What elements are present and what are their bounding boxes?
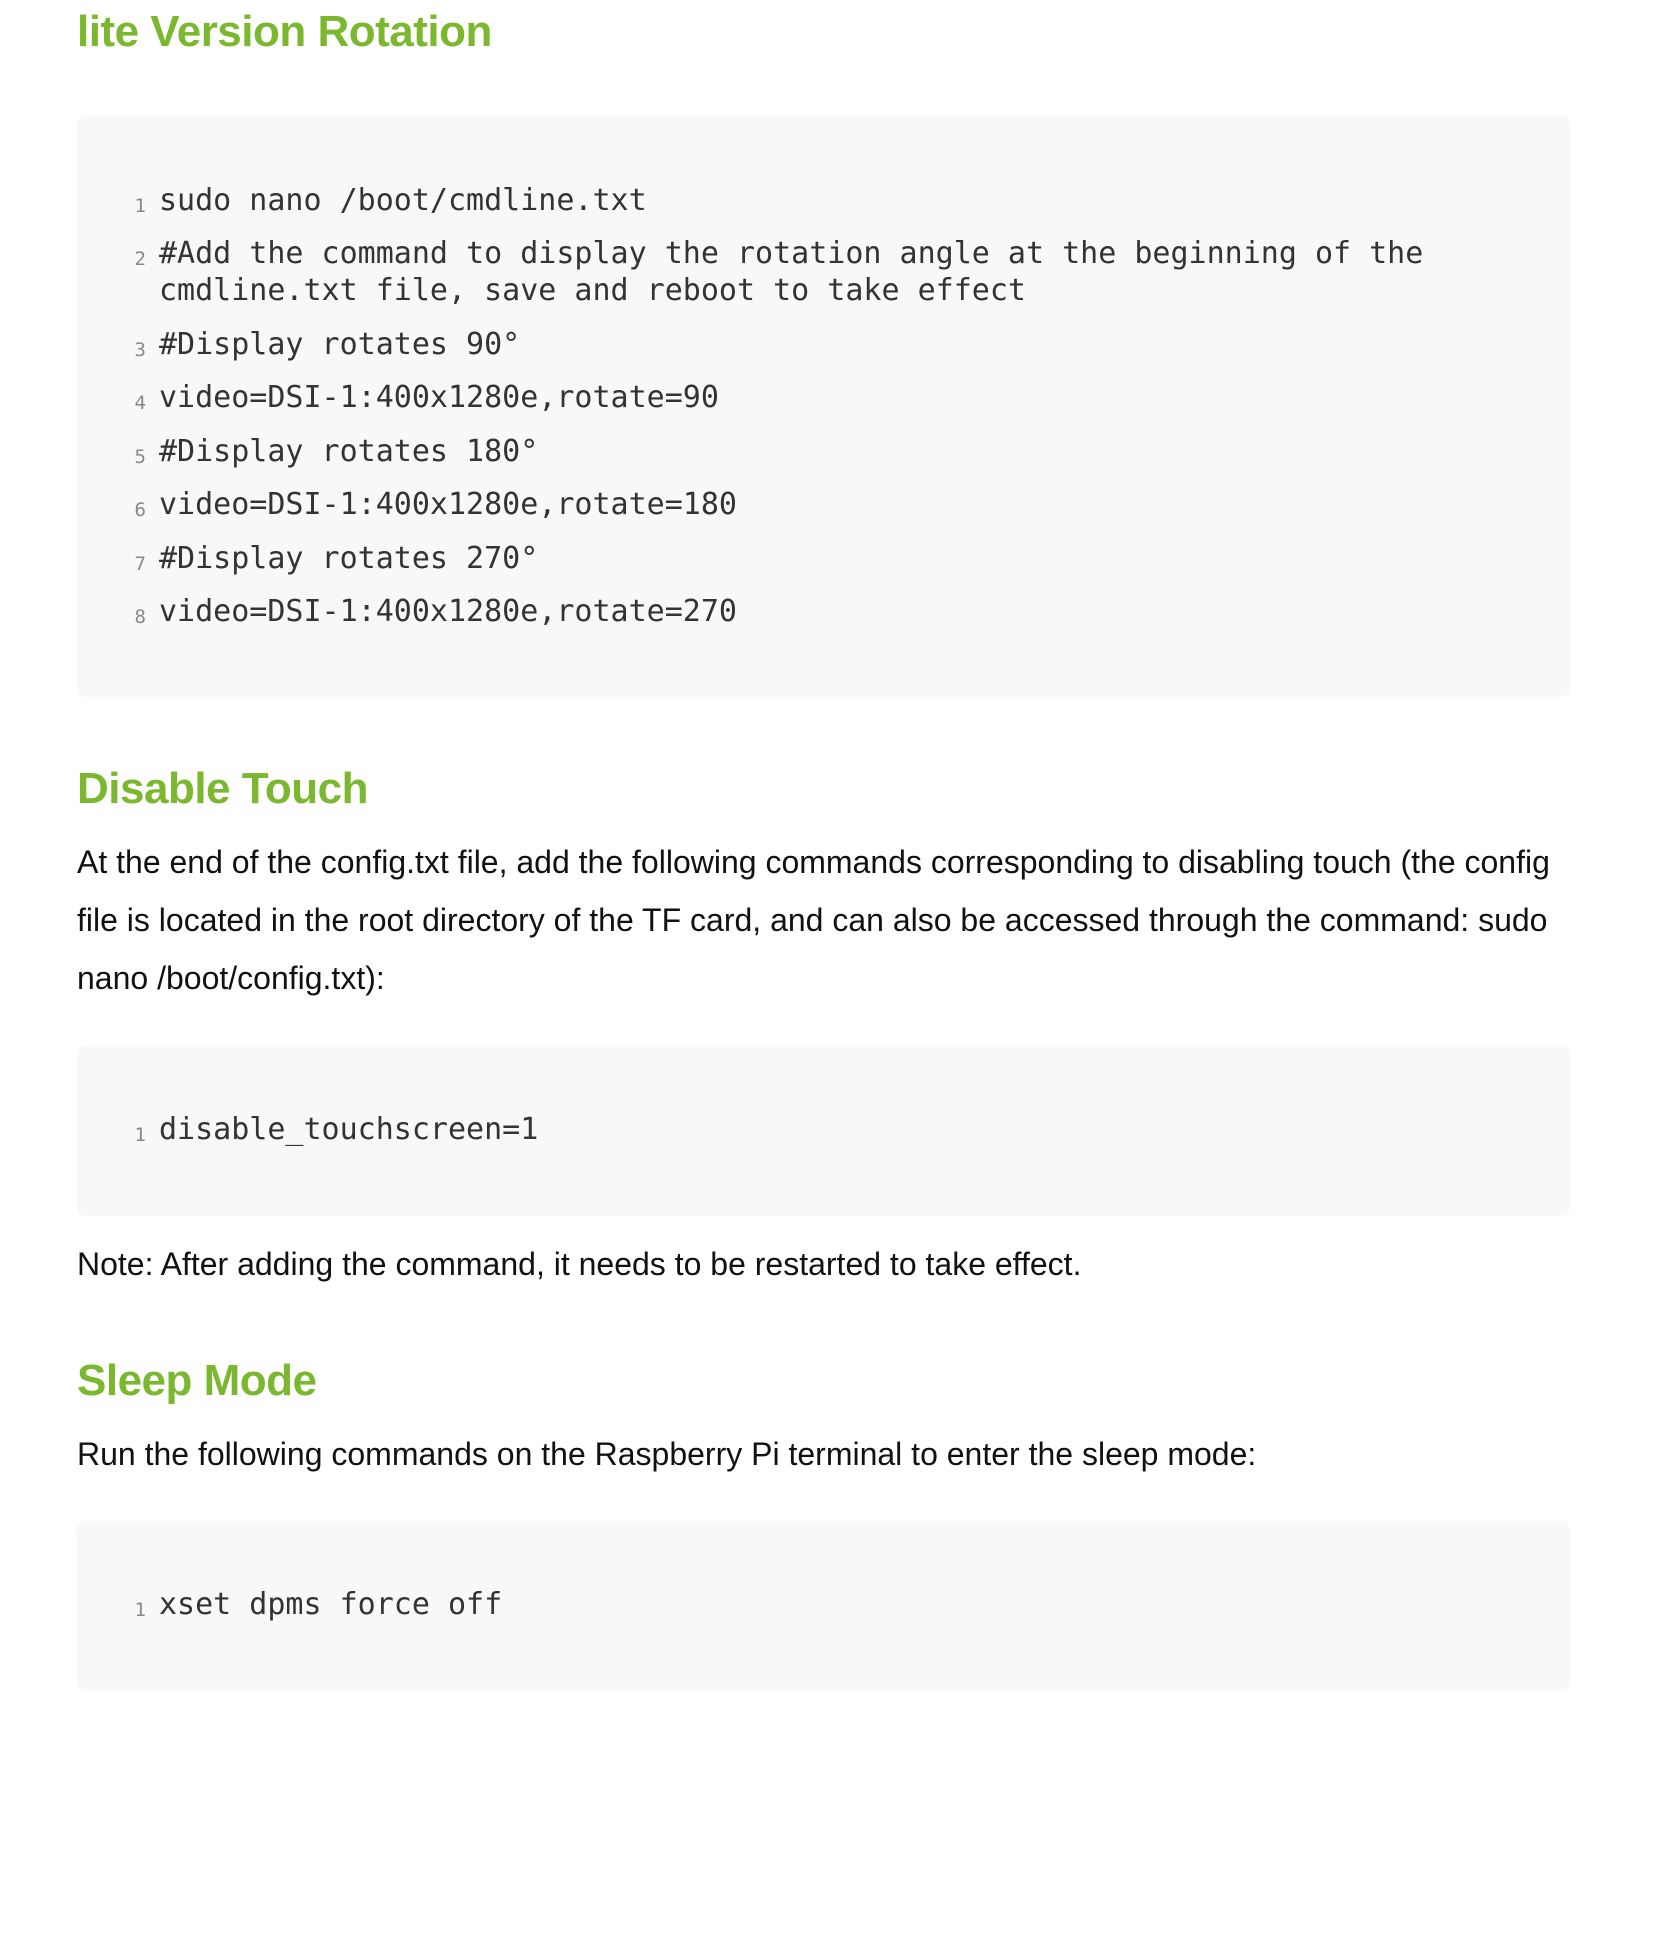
code-line	[78, 540, 1569, 577]
code-text: #Display rotates 180°	[159, 434, 539, 469]
code-line	[78, 1586, 1569, 1623]
code-text: xset dpms force off	[159, 1587, 503, 1622]
line-number: 1	[134, 195, 146, 217]
code-text: #Display rotates 270°	[159, 541, 539, 576]
code-block-sleep-mode[interactable]	[78, 1522, 1569, 1690]
code-text: disable_touchscreen=1	[159, 1112, 539, 1147]
code-block-disable-touch[interactable]	[78, 1047, 1569, 1215]
disable-touch-intro: At the end of the config.txt file, add the following commands corresponding to disabling touch (the config file is located in the root directory of the TF card, and can also be accessed through the command: sudo nano /boot/config.txt):	[77, 844, 1550, 996]
line-number: 6	[134, 499, 146, 521]
line-number: 5	[134, 446, 146, 468]
code-text: video=DSI-1:400x1280e,rotate=180	[159, 487, 737, 522]
section-title-disable-touch: Disable Touch	[77, 764, 368, 813]
code-line	[78, 326, 1569, 363]
code-text: video=DSI-1:400x1280e,rotate=90	[159, 380, 719, 415]
disable-touch-note: Note: After adding the command, it needs to be restarted to take effect.	[77, 1246, 1082, 1282]
section-title-lite-rotation: lite Version Rotation	[77, 7, 492, 56]
code-line	[78, 379, 1569, 416]
code-line	[78, 593, 1569, 630]
line-number: 4	[134, 392, 146, 414]
line-number: 3	[134, 339, 146, 361]
sleep-mode-intro: Run the following commands on the Raspberry Pi terminal to enter the sleep mode:	[77, 1436, 1257, 1472]
line-number: 1	[134, 1124, 146, 1146]
code-line	[78, 235, 1569, 309]
section-title-sleep-mode: Sleep Mode	[77, 1356, 317, 1405]
line-number: 8	[134, 606, 146, 628]
code-line	[78, 182, 1569, 219]
line-number: 2	[134, 248, 146, 270]
line-number: 1	[134, 1599, 146, 1621]
code-line	[78, 433, 1569, 470]
code-text: video=DSI-1:400x1280e,rotate=270	[159, 594, 737, 629]
code-line	[78, 1111, 1569, 1148]
code-block-lite-rotation[interactable]	[78, 116, 1569, 696]
line-number: 7	[134, 553, 146, 575]
code-text: #Add the command to display the rotation angle at the beginning of the cmdline.txt file, save and reboot to take effect	[159, 236, 1442, 308]
code-text: sudo nano /boot/cmdline.txt	[159, 183, 647, 218]
code-line	[78, 486, 1569, 523]
code-text: #Display rotates 90°	[159, 327, 521, 362]
